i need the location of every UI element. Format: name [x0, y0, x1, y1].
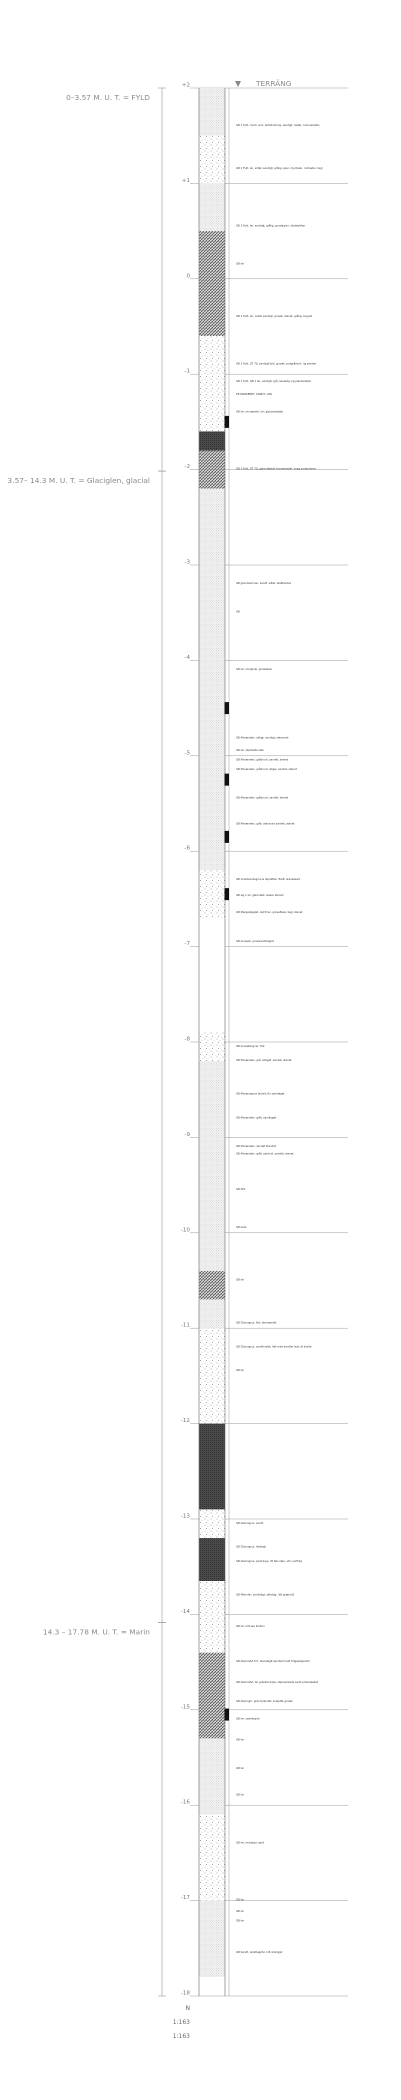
lithology-layer-hatch	[199, 231, 225, 336]
layer-annotation: GB ler	[236, 1738, 244, 1742]
depth-tick-label: 0	[186, 273, 190, 280]
layer-annotation: GB Glaciosfvl til f, stenslaglt sandlarrl lest frilgeshejerstil	[236, 1660, 310, 1664]
layer-annotation: GB 1 Fyld, GT 70, sandigt fyld, gruset, sortgrå/sort, ng planter	[236, 362, 317, 366]
footer-text: N	[185, 2005, 190, 2012]
layer-annotation: GB ler	[236, 1369, 244, 1373]
terrain-marker	[235, 79, 292, 88]
layer-annotation: GB glaciolaminer, sandt, siltet, stafblantet	[236, 582, 291, 586]
terrain-triangle-icon	[235, 81, 241, 87]
layer-annotation: GB Moræneler, siltigt, sandigt, stenende	[236, 736, 289, 740]
layer-annotation: GB Moræneler, gråbrunt, sandet, sheret	[236, 758, 288, 762]
layer-annotation: GB ler	[236, 1910, 244, 1914]
lithology-layer-solid	[199, 1424, 225, 1510]
layer-annotation: GB Glaciosfvl, ler graksfvrinkje, stensamlede sanlt erhenskeket	[236, 1681, 319, 1685]
layer-annotation: GB Grusstslag ler, fint	[236, 1044, 265, 1048]
layer-annotation: GB Moræneler, grå, siltiget, sandet, stenet	[236, 1059, 292, 1063]
depth-tick-label: -5	[184, 750, 190, 757]
layer-annotation: GB 1 Fyld, ler, sandigt, grålig, gruslagnin, skalstykker	[236, 224, 306, 228]
layer-annotation: GB ler	[236, 1278, 244, 1282]
lithology-layer-dots	[199, 136, 225, 184]
layer-annotation: GB Mergelslaglat, ostrit ler, graveflexe, tegl, stenet	[236, 911, 303, 915]
depth-tick-label: -18	[180, 1990, 190, 1997]
layer-annotation: GB Grusset, grus/sandslaglat	[236, 939, 274, 943]
layer-annotation: GB ler	[236, 1898, 244, 1902]
depth-tick-label: -1	[184, 368, 190, 375]
lithology-layer-dots	[199, 1509, 225, 1538]
footer-scale	[173, 2005, 190, 2040]
zone-label: 0–3.57 M. U. T. = FYLD	[66, 93, 150, 102]
depth-tick-label: -14	[180, 1608, 190, 1615]
layer-annotation: GB ler, lidt ses karbon	[236, 1624, 265, 1628]
layer-annotation: GB Marinler, sandeligt, siltelsig, lidt spærvitt	[236, 1593, 294, 1597]
depth-tick-label: +1	[181, 177, 190, 184]
lithology-layer-dots	[199, 1815, 225, 1901]
lithology-layer-blank	[199, 918, 225, 1032]
lithology-layer-stipple	[199, 1738, 225, 1814]
depth-tick-label: -8	[184, 1036, 190, 1043]
footer-text: 1:163	[172, 2033, 190, 2040]
lithology-layer-stipple	[199, 1300, 225, 1329]
layer-annotation: GB 1 Fyld, ler, ostrik sandigt, gruset, stenet, grålig, sognet	[236, 314, 312, 318]
layer-annotation: GB Glaciogrus, sandt	[236, 1521, 264, 1525]
depth-tick-label: -6	[184, 845, 190, 852]
lithology-layer-stipple	[199, 1061, 225, 1271]
layer-annotation: GB 1 Fyld, ler, siltet, sandigt, grålig, spar, myrdeler, rodrester, tegl	[236, 167, 323, 171]
sample-marker	[225, 774, 230, 786]
lithology-layer-stipple	[199, 183, 225, 231]
layer-annotation: GB Moræneler, gråt, sstnt et, sandet, stenet	[236, 1152, 294, 1156]
lithology-layer-dots	[199, 336, 225, 431]
depth-tick-label: -4	[184, 654, 190, 661]
layer-annotation: GB Moræneler, gråbrunt, sandet, stenet	[236, 796, 289, 800]
depth-tick-label: -7	[184, 941, 190, 948]
layer-annotation: GB Glaciogrus, postringe, rtt tels sten, strn sortlilig	[236, 1559, 303, 1563]
layer-annotation: GB ler	[236, 1793, 244, 1797]
layer-annotation: GB ler	[236, 262, 244, 266]
layer-annotation: GB Sandt, lerlstlagsfvl, lidt strsdyjst	[236, 1951, 283, 1955]
lithology-layer-dots	[199, 1328, 225, 1423]
layer-annotation: GB ler, samlesyrib	[236, 1717, 260, 1721]
lithology-layer-solid	[199, 431, 225, 450]
layer-annotation: GB ler	[236, 1766, 244, 1770]
layer-annotation: GB sig 1 Gr. glaciolast, skaler stenrik	[236, 894, 284, 898]
layer-annotation: GB 1 Fyld, GT 70, glaciolastisk moraenesler, svag sortsumme	[236, 467, 316, 471]
depth-tick-label: -13	[180, 1513, 190, 1520]
lithology-layer-dots	[199, 870, 225, 918]
footer-text: 1:163	[172, 2019, 190, 2026]
depth-tick-label: +2	[181, 82, 190, 89]
lithology-layer-hatch	[199, 451, 225, 489]
layer-annotation: TB MARKERET, SANDT, OSS	[236, 393, 272, 397]
layer-annotation: GB 1 Fyld, muld, sort, lerblandning, sandigt, rester, humusrester	[236, 124, 320, 128]
depth-tick-label: -3	[184, 559, 190, 566]
sample-marker	[225, 888, 230, 900]
layer-annotation: GB Moræneler, gråt, stensvirs sandet, stenet	[236, 822, 295, 826]
zone-brackets	[8, 88, 166, 1996]
lithology-column	[199, 88, 225, 1977]
depth-tick-label: -10	[180, 1227, 190, 1234]
depth-tick-label: -16	[180, 1799, 190, 1806]
sample-marker	[225, 416, 230, 428]
terrain-label: TERRÄNG	[256, 79, 292, 88]
layer-annotation: GB Glaciogrl, grønnsrandet, sraspfte gruset	[236, 1700, 293, 1704]
depth-tick-label: -9	[184, 1131, 190, 1138]
layer-annotations	[236, 123, 323, 1954]
lithology-layer-solid	[199, 1538, 225, 1581]
layer-annotation: GB smeltvandsgrus & lerplatter, fiedt, stenbesalt	[236, 877, 300, 881]
lithology-layer-dots	[199, 1581, 225, 1653]
lithology-layer-stipple	[199, 88, 225, 136]
depth-tick-label: -15	[180, 1704, 190, 1711]
layer-annotation: GB Moræneler, gråt, sandlaget	[236, 1116, 277, 1120]
layer-annotation: GB ler	[236, 1919, 244, 1923]
lithology-layer-hatch	[199, 1653, 225, 1739]
layer-annotation: GB Glaciogrus, fint, stensamlet	[236, 1321, 277, 1325]
lithology-layer-hatch	[199, 1271, 225, 1300]
lithology-layer-dots	[199, 1032, 225, 1061]
layer-annotation: GB	[236, 610, 240, 614]
layer-annotation: GB Mrs	[236, 1187, 246, 1191]
layer-annotation: GB ler, stenfalde sten	[236, 749, 265, 753]
sample-marker	[225, 1709, 230, 1721]
layer-annotation: GB Moræneler, sandet blandet	[236, 1144, 276, 1148]
depth-scale	[181, 83, 191, 1997]
layer-annotation: GB ler, marstgrl, sprit	[236, 1841, 265, 1845]
layer-annotation: GB ler, morænekl, ler, glaciolastiske	[236, 410, 283, 414]
depth-tick-label: -11	[180, 1322, 190, 1329]
depth-tick-label: -2	[184, 464, 190, 471]
zone-label: 3.57– 14.3 M. U. T. = Glaciglen, glacial	[7, 476, 150, 486]
lithology-layer-stipple	[199, 489, 225, 871]
layer-annotation: GB Morænegrus ler/silt, fin sandlaget	[236, 1092, 285, 1096]
layer-annotation: GB ler, marginal, gruskelsel	[236, 667, 272, 671]
sample-marker	[225, 702, 230, 714]
depth-tick-label: -17	[180, 1895, 190, 1902]
layer-annotation: GB Moræneler, gråbrunt, stigel, sandet, stenet	[236, 768, 297, 772]
layer-annotation: GB Glaciogrus, sandforslet, laft med sandler lest, dt brede	[236, 1345, 312, 1349]
layer-annotation: GB lerle	[236, 1226, 247, 1230]
sample-marker	[225, 831, 230, 843]
layer-annotation: GB 1 Fyld, GB 1 ler, sandigt, grå, saveslig, kg planterester	[236, 379, 312, 383]
zone-label: 14.3 – 17.78 M. U. T. = Marin	[42, 1627, 150, 1637]
layer-annotation: GB Glaciogrus, leetsigt	[236, 1545, 266, 1549]
depth-tick-label: -12	[180, 1418, 190, 1425]
lithology-layer-stipple	[199, 1901, 225, 1977]
